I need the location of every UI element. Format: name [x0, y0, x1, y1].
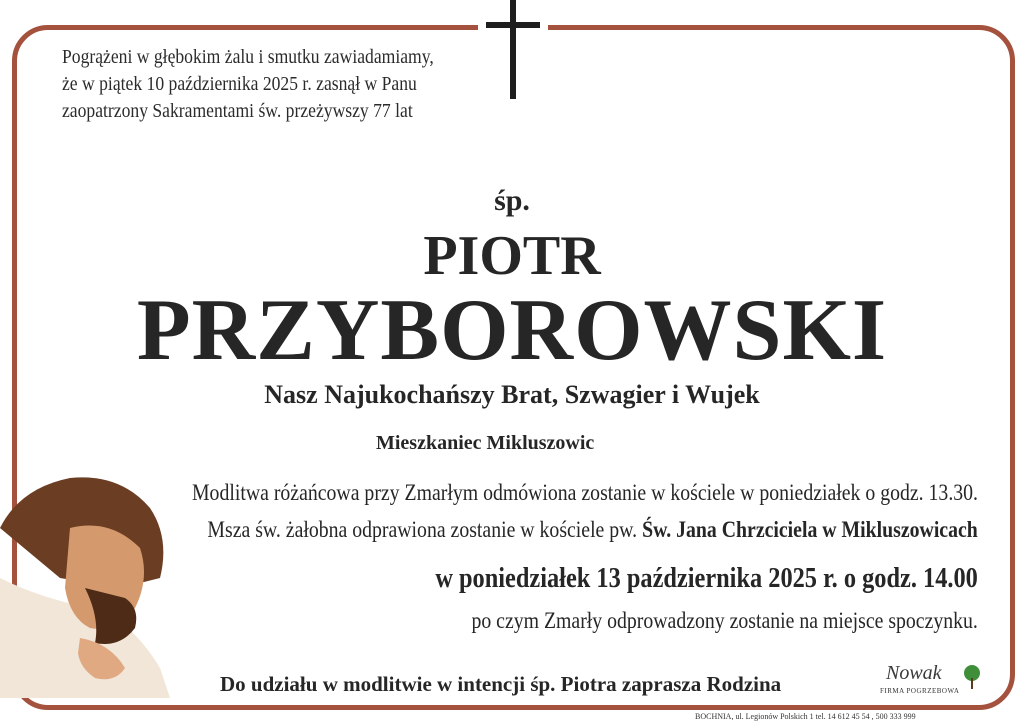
deceased-first-name: PIOTR [423, 225, 601, 287]
logo-subtitle: FIRMA POGRZEBOWA [880, 687, 960, 695]
announcement-line: Pogrążeni w głębokim żalu i smutku zawiadamiamy, [62, 46, 434, 68]
funeral-home-logo [878, 662, 988, 702]
deceased-title: śp. [494, 184, 530, 217]
footer-contact: BOCHNIA, ul. Legionów Polskich 1 tel. 14 612 45 54 , 500 333 999 [695, 712, 916, 721]
mass-info [208, 517, 978, 543]
family-relation: Nasz Najukochańszy Brat, Szwagier i Wujek [264, 380, 760, 409]
cross-icon [510, 0, 516, 99]
praying-jesus-image [0, 468, 180, 698]
mass-date: w poniedziałek 13 października 2025 r. o godz. 14.00 [435, 562, 978, 594]
residence: Mieszkaniec Mikluszowic [376, 432, 595, 454]
burial-info: po czym Zmarły odprowadzony zostanie na miejsce spoczynku. [471, 608, 978, 633]
deceased-last-name: PRZYBOROWSKI [136, 282, 888, 379]
announcement-line: że w piątek 10 października 2025 r. zasnął w Panu [62, 73, 417, 95]
invitation: Do udziału w modlitwie w intencji śp. Piotra zaprasza Rodzina [220, 672, 782, 696]
mass-church: Św. Jana Chrzciciela w Mikluszowicach [642, 517, 978, 542]
announcement-text [62, 44, 458, 125]
logo-name: Nowak [886, 662, 942, 684]
tree-icon [960, 664, 984, 690]
mass-prefix: Msza św. żałobna odprawiona zostanie w kościele pw. [207, 517, 643, 542]
rosary-info: Modlitwa różańcowa przy Zmarłym odmówiona zostanie w kościele w poniedziałek o godz. 13.30. [191, 480, 978, 505]
announcement-line: zaopatrzony Sakramentami św. przeżywszy 77 lat [62, 100, 413, 122]
cross-icon-bar [486, 22, 540, 28]
